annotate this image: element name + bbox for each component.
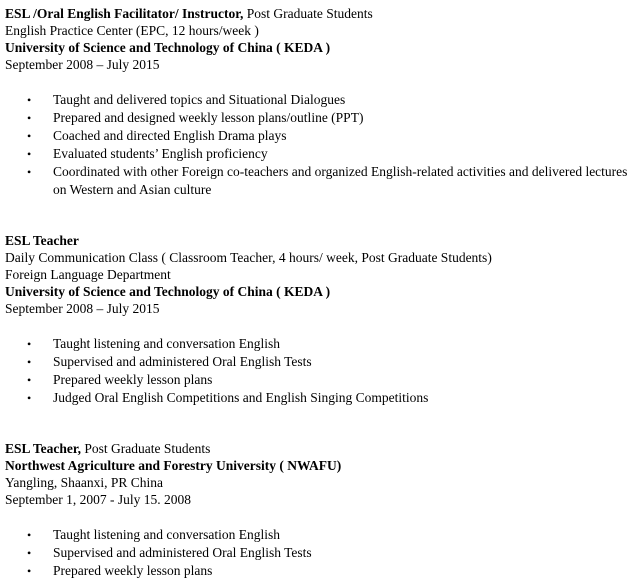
bullet-icon: • xyxy=(27,129,32,143)
list-item: • Prepared weekly lesson plans xyxy=(27,372,213,387)
employment-dates: September 2008 – July 2015 xyxy=(5,57,160,72)
list-item: • Supervised and administered Oral English Tests xyxy=(27,545,312,560)
location: Yangling, Shaanxi, PR China xyxy=(5,475,164,490)
list-item: • Taught and delivered topics and Situational Dialogues xyxy=(27,92,346,107)
job-title-line xyxy=(5,5,641,22)
list-item: • Prepared weekly lesson plans xyxy=(27,563,213,578)
list-item: • Supervised and administered Oral English Tests xyxy=(27,354,312,369)
employment-dates: September 1, 2007 - July 15. 2008 xyxy=(5,492,191,507)
list-item: • Prepared and designed weekly lesson plans/outline (PPT) xyxy=(27,110,364,125)
job-title: ESL /Oral English Facilitator/ Instructor, xyxy=(5,6,244,21)
institution-name: University of Science and Technology of China ( KEDA ) xyxy=(5,40,331,55)
bullet-icon: • xyxy=(27,337,32,351)
list-item: • Taught listening and conversation English xyxy=(27,336,281,351)
job-title: ESL Teacher, xyxy=(5,441,82,456)
job-title-detail: Post Graduate Students xyxy=(81,441,211,456)
bullet-icon: • xyxy=(27,165,32,179)
institution-name: Northwest Agriculture and Forestry University ( NWAFU) xyxy=(5,458,342,473)
experience-section-2 xyxy=(5,232,641,407)
bullet-icon: • xyxy=(27,373,32,387)
experience-section-1 xyxy=(5,5,641,199)
institution-name: University of Science and Technology of China ( KEDA ) xyxy=(5,284,331,299)
bullet-icon: • xyxy=(27,355,32,369)
bullet-icon: • xyxy=(27,528,32,542)
list-item: • Coordinated with other Foreign co-teachers and organized English-related activities and delivered lectures on Western and Asian culture xyxy=(27,164,628,197)
program-detail: Daily Communication Class ( Classroom Teacher, 4 hours/ week, Post Graduate Students) xyxy=(5,250,492,265)
bullet-icon: • xyxy=(27,111,32,125)
duties-list xyxy=(5,526,641,580)
list-item: • Judged Oral English Competitions and English Singing Competitions xyxy=(27,390,429,405)
duties-list xyxy=(5,335,641,407)
list-item: • Taught listening and conversation English xyxy=(27,527,281,542)
list-item: • Evaluated students’ English proficiency xyxy=(27,146,268,161)
bullet-icon: • xyxy=(27,546,32,560)
program-detail: English Practice Center (EPC, 12 hours/week ) xyxy=(5,23,259,38)
resume-document xyxy=(5,5,641,580)
job-title-line xyxy=(5,440,641,457)
job-title: ESL Teacher xyxy=(5,233,79,248)
bullet-icon: • xyxy=(27,391,32,405)
bullet-icon: • xyxy=(27,147,32,161)
experience-section-3 xyxy=(5,440,641,580)
duties-list xyxy=(5,91,641,199)
department-name: Foreign Language Department xyxy=(5,267,171,282)
list-item: • Coached and directed English Drama plays xyxy=(27,128,287,143)
bullet-icon: • xyxy=(27,564,32,578)
job-title-detail: Post Graduate Students xyxy=(243,6,373,21)
employment-dates: September 2008 – July 2015 xyxy=(5,301,160,316)
bullet-icon: • xyxy=(27,93,32,107)
